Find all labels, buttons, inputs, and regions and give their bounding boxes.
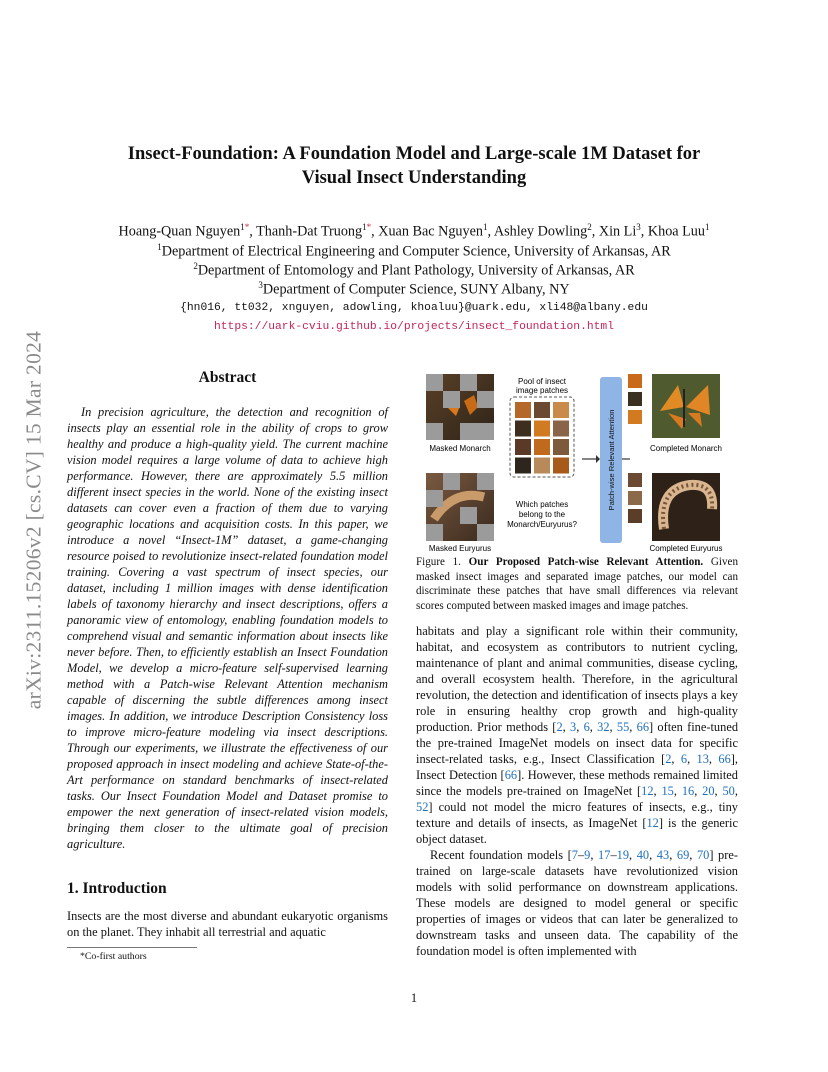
paper-title — [60, 142, 768, 190]
image-patch — [553, 458, 569, 474]
image-patch — [515, 421, 531, 437]
author-affiliation-mark: 1 — [483, 222, 488, 232]
image-patch — [534, 402, 550, 418]
completed-euryurus-label: Completed Euryurus — [649, 544, 723, 553]
question-line-1: Which patches — [515, 500, 569, 509]
citation-link[interactable]: 43 — [656, 848, 670, 862]
citation-link[interactable]: 17 — [598, 848, 611, 862]
question-line-3: Monarch/Euryurus? — [507, 520, 577, 529]
citation-link[interactable]: 15 — [661, 784, 674, 798]
citation-link[interactable]: 2 — [556, 720, 563, 734]
citation-link[interactable]: 3 — [570, 720, 577, 734]
citation-link[interactable]: 66 — [504, 768, 518, 782]
author-affiliation-mark: 2 — [587, 222, 592, 232]
pool-label-line-2: image patches — [515, 386, 569, 395]
abstract-text: In precision agriculture, the detection and recognition of insects play an essential role in the ability of crops to grow healthy and produce a high-quality yield. The current machine vision model requires a large volume of data to achieve high performance. However, there are approximately 5.5 million different insect species in the world. None of the existing insect datasets can cover even a fraction of them due to varying geographic locations and acquisition costs. In this paper, we introduce a novel “Insect-1M” dataset, a game-changing resource poised to revolutionize insect-related foundation model training. Covering a vast spectrum of insect species, our dataset, including 1 million images with dense identification labels of taxonomy hierarchy and insect descriptions, offers a panoramic view of entomology, enabling foundation models to comprehend visual and semantic information about insects like never before. Then, to efficiently establish an Insect Foundation Model, we develop a micro-feature self-supervised learning method with a Patch-wise Relevant Attention mechanism capable of discerning the subtle differences among insect images. In addition, we introduce Description Consistency loss to improve micro-feature modeling via insect descriptions. Through our experiments, we illustrate the effectiveness of our proposed approach in insect modeling and achieve State-of-the-Art performance on standard benchmarks of insect-related tasks. Our Insect Foundation Model and Dataset promise to empower the next generation of insect-related vision models, bringing them closer to the ultimate goal of precision agriculture. — [67, 405, 388, 851]
citation-link[interactable]: 16 — [681, 784, 695, 798]
citation-link[interactable]: 7 — [571, 848, 578, 862]
figure-1-caption — [416, 555, 738, 613]
co-first-author-mark: * — [244, 222, 250, 232]
completed-euryurus-image — [628, 473, 720, 541]
arxiv-side-banner — [12, 280, 56, 760]
masked-euryurus-image — [426, 473, 494, 541]
right-paragraph-2: Recent foundation models [7–9, 17–19, 40, 43, 69, 70] pre-trained on large-scale datasets have revolutionized vision models with solid performance on downstream applications. These models are designed to model general or specific properties of images or videos that can later be generalized to downstream tasks and unseen data. The capability of the foundation model is often implemented with — [416, 848, 738, 958]
citation-link[interactable]: 12 — [646, 816, 659, 830]
email-list: {hn016, tt032, xnguyen, adowling, khoaluu}@uark.edu, xli48@albany.edu — [180, 302, 648, 314]
figure-1-diagram — [416, 369, 738, 553]
citation-link[interactable]: 9 — [584, 848, 591, 862]
citation-link[interactable]: 6 — [680, 752, 688, 766]
affiliation-3 — [40, 276, 788, 300]
affiliation-1-text: Department of Electrical Engineering and Computer Science, University of Arkansas, AR — [161, 243, 671, 260]
image-patch — [534, 458, 550, 474]
figure-1 — [416, 369, 738, 553]
caption-prefix: Figure 1. — [416, 556, 469, 568]
citation-link[interactable]: 19 — [616, 848, 630, 862]
right-paragraph-1: habitats and play a significant role within their community, habitat, and ecosystem as contributors to nutrient cycling, maintenance of plant and animal communities, disease cycling, and overall ecosystem health. Therefore, in the agricultural revolution, the detection and identification of insects plays a key role in ensuring healthy crop growth and high-quality production. Prior methods [2, 3, 6, 32, 55, 66] often fine-tuned the pre-trained ImageNet models on insect data for specific insect-related tasks, e.g., Insect Classification [2, 6, 13, 66], Insect Detection [66]. However, these methods remained limited since the models pre-trained on ImageNet [12, 15, 16, 20, 50, 52] could not model the micro features of insects, e.g., tiny texture and details of insects, as ImageNet [12] is the generic object dataset. — [416, 624, 739, 846]
title-line-1: Insect-Foundation: A Foundation Model and Large-scale 1M Dataset for — [127, 144, 701, 164]
attention-label: Patch-wise Relevant Attention — [607, 409, 616, 511]
image-patch — [553, 402, 569, 418]
author-affiliation-mark: 1* — [240, 222, 250, 232]
footnote-rule — [67, 947, 197, 948]
image-patch — [534, 439, 550, 455]
citation-link[interactable]: 52 — [416, 800, 429, 814]
affiliation-3-mark: 3 — [258, 280, 263, 290]
question-line-2: belong to the — [518, 510, 566, 519]
patch-pool — [510, 397, 574, 477]
completed-monarch-label: Completed Monarch — [649, 444, 723, 453]
author-name: Ashley Dowling — [493, 223, 588, 240]
author-name: Thanh-Dat Truong — [256, 223, 363, 240]
affiliation-2-text: Department of Entomology and Plant Pathology, University of Arkansas, AR — [197, 262, 635, 279]
author-list: Hoang-Quan Nguyen$^{1*}$, Thanh-Dat Truong$^{1*}$, Xuan Bac Nguyen$^1$, Ashley Dowling$^2$, Xin Li$^3$, Khoa Luu$^1$ — [118, 222, 710, 240]
footnote: *Co-first authors — [80, 951, 147, 962]
intro-paragraph: Insects are the most diverse and abundant eukaryotic organisms on the planet. They inhabit all terrestrial and aquatic — [67, 909, 388, 939]
image-patch — [553, 421, 569, 437]
title-line-2: Visual Insect Understanding — [301, 168, 527, 188]
author-name: Xuan Bac Nguyen — [378, 223, 484, 240]
project-url-link[interactable]: https://uark-cviu.github.io/projects/insect_foundation.html — [214, 321, 614, 333]
author-affiliation-mark: 3 — [636, 222, 641, 232]
citation-link[interactable]: 66 — [718, 752, 731, 766]
arxiv-identifier: arXiv:2311.15206v2 [cs.CV] 15 Mar 2024 — [21, 330, 46, 710]
affiliation-1-mark: 1 — [157, 242, 162, 252]
affiliation-3-text: Department of Computer Science, SUNY Albany, NY — [262, 281, 570, 298]
image-patch — [553, 439, 569, 455]
citation-link[interactable]: 32 — [597, 720, 610, 734]
caption-body: Given masked insect images and separated image patches, our model can discriminate these patches that have small differences via relevant scores computed between masked images and image patches. — [416, 556, 739, 612]
right-column-text — [416, 623, 738, 959]
citation-link[interactable]: 69 — [676, 848, 690, 862]
attention-bar — [582, 377, 630, 543]
patch-grid — [515, 402, 569, 474]
affiliation-2-mark: 2 — [193, 261, 198, 271]
masked-monarch-label: Masked Monarch — [429, 444, 491, 453]
abstract-heading: Abstract — [198, 369, 257, 386]
citation-link[interactable]: 12 — [641, 784, 654, 798]
section-heading-introduction: 1. Introduction — [67, 880, 167, 897]
author-affiliation-mark: 1* — [362, 222, 372, 232]
page-number: 1 — [410, 991, 418, 1005]
citation-link[interactable]: 13 — [696, 752, 709, 766]
citation-link[interactable]: 40 — [636, 848, 650, 862]
citation-link[interactable]: 66 — [636, 720, 650, 734]
author-name: Xin Li — [598, 223, 637, 240]
caption-title: Our Proposed Patch-wise Relevant Attention. — [468, 556, 704, 568]
author-name: Hoang-Quan Nguyen — [118, 223, 241, 240]
citation-link[interactable]: 6 — [583, 720, 590, 734]
citation-link[interactable]: 2 — [665, 752, 672, 766]
author-name: Khoa Luu — [647, 223, 705, 240]
citation-link[interactable]: 50 — [722, 784, 735, 798]
citation-link[interactable]: 20 — [702, 784, 715, 798]
pool-label-line-1: Pool of insect — [517, 377, 567, 386]
masked-euryurus-label: Masked Euryurus — [428, 544, 492, 553]
author-affiliation-mark: 1 — [705, 222, 710, 232]
citation-link[interactable]: 55 — [616, 720, 630, 734]
image-patch — [515, 458, 531, 474]
masked-monarch-image — [426, 374, 494, 440]
image-patch — [515, 439, 531, 455]
citation-link[interactable]: 70 — [696, 848, 710, 862]
completed-monarch-image — [628, 374, 720, 438]
image-patch — [534, 421, 550, 437]
image-patch — [515, 402, 531, 418]
co-first-author-mark: * — [366, 222, 372, 232]
